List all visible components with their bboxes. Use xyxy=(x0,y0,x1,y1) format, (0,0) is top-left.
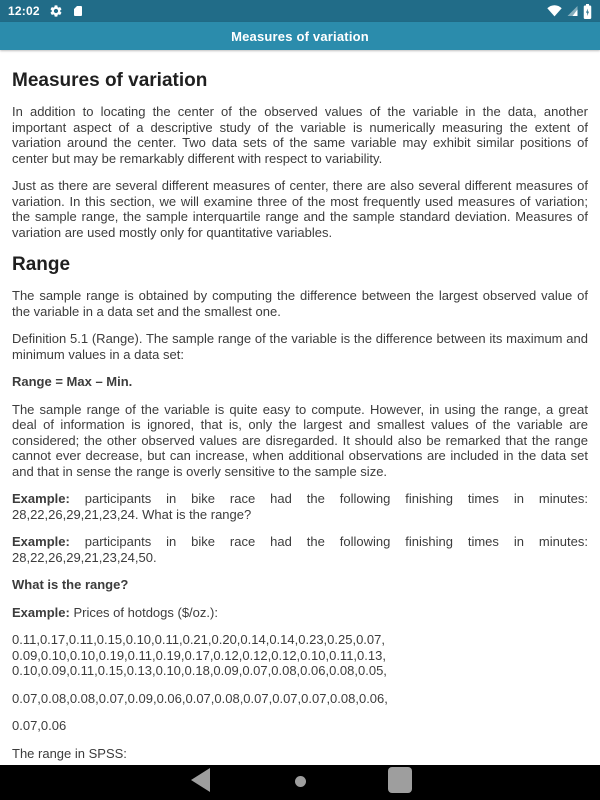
example-label: Example: xyxy=(12,491,70,506)
question-what-is-range: What is the range? xyxy=(12,577,129,592)
document-content[interactable] xyxy=(0,50,600,765)
example-bike-race-2 xyxy=(12,534,588,565)
hotdog-prices-line4: 0.07,0.08,0.08,0.07,0.09,0.06,0.07,0.08,0.07,0.07,0.07,0.08,0.06, xyxy=(12,690,388,706)
paragraph-intro-1: In addition to locating the center of the observed values of the variable in the data, another important aspect of a descriptive study of the variable is numerically measuring the extent of variation around the center. Two data sets of the same variable may exhibit similar positions of center but may be remarkably different with respect to variability. xyxy=(12,104,588,166)
paragraph-range-1: The sample range is obtained by computing the difference between the largest observed value of the variable in a data set and the smallest one. xyxy=(12,288,588,319)
status-bar xyxy=(0,0,600,22)
example-bike-race-1 xyxy=(12,491,588,522)
paragraph-definition: Definition 5.1 (Range). The sample range of the variable is the difference between its maximum and minimum values in a data set: xyxy=(12,331,588,362)
example-hotdogs xyxy=(12,605,588,621)
example-label: Example: xyxy=(12,604,70,620)
home-icon xyxy=(295,774,306,792)
hotdog-prices-line5: 0.07,0.06 xyxy=(12,718,67,733)
data-line: 0.11,0.17,0.11,0.15,0.10,0.11,0.21,0.20,0.14,0.14,0.23,0.25,0.07, xyxy=(12,632,385,647)
recents-button[interactable] xyxy=(380,765,420,800)
back-icon xyxy=(189,767,211,798)
example-label: Example: xyxy=(12,534,70,549)
section-heading-range: Range xyxy=(12,254,71,275)
paragraph-range-2: The sample range of the variable is quite easy to compute. However, in using the range, a great deal of information is ignored, that is, only the largest and smallest values of the variable are considered; the other observed values are disregarded. It should also be remarked that the range cannot ever decrease, but can increase, when additional observations are included in the data set and that in sense the range is overly sensitive to the sample size. xyxy=(12,401,588,479)
status-bar-right xyxy=(547,4,592,19)
app-bar-title: Measures of variation xyxy=(231,28,369,44)
back-button[interactable] xyxy=(180,765,220,800)
cellular-signal-icon xyxy=(566,5,579,17)
section-heading-measures: Measures of variation xyxy=(12,70,208,91)
status-bar-left xyxy=(8,4,84,18)
hotdog-prices-block xyxy=(12,632,588,679)
sd-card-icon xyxy=(72,4,84,18)
data-line: 0.09,0.10,0.10,0.19,0.11,0.19,0.17,0.12,0.12,0.12,0.10,0.11,0.13, xyxy=(12,647,386,663)
wifi-icon xyxy=(547,5,562,17)
range-in-spss-line: The range in SPSS: xyxy=(12,745,127,761)
battery-charging-icon xyxy=(583,4,592,19)
range-formula: Range = Max – Min. xyxy=(12,374,133,389)
app-bar xyxy=(0,22,600,50)
status-time: 12:02 xyxy=(8,4,40,18)
example-text: participants in bike race had the following finishing times in minutes: 28,22,26,29,21,23,24,50. xyxy=(12,534,588,565)
data-line: 0.10,0.09,0.11,0.15,0.13,0.10,0.18,0.09,0.07,0.08,0.06,0.08,0.05, xyxy=(12,663,387,678)
recents-icon xyxy=(388,767,412,798)
example-text: Prices of hotdogs ($/oz.): xyxy=(73,604,218,620)
home-button[interactable] xyxy=(280,765,320,800)
settings-icon xyxy=(49,4,63,18)
example-text: participants in bike race had the following finishing times in minutes: 28,22,26,29,21,23,24. What is the range? xyxy=(12,491,588,522)
paragraph-intro-2: Just as there are several different measures of center, there are also several different measures of variation. In this section, we will examine three of the most frequently used measures of variation; the sample range, the sample interquartile range and the sample standard deviation. Measures of variation are used mostly only for quantitative variables. xyxy=(12,178,588,240)
navigation-bar xyxy=(0,765,600,800)
